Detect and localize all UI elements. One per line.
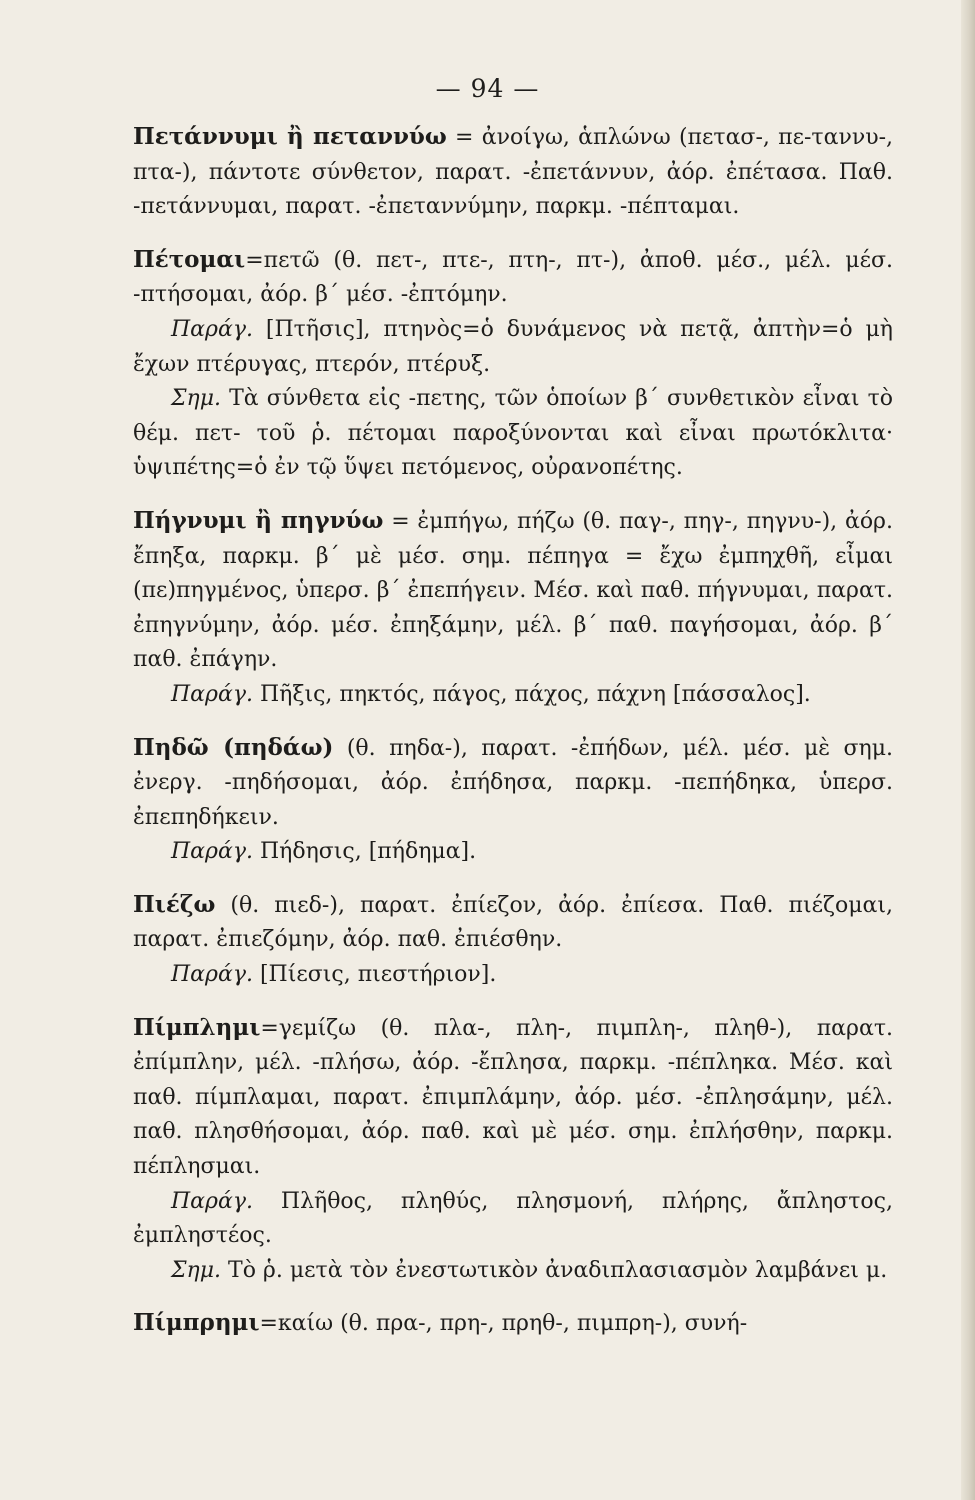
entry-petomai: [133, 243, 893, 313]
entry-pignymi: [133, 504, 893, 678]
entry-pido: [133, 731, 893, 836]
entry-pimpremi: [133, 1306, 893, 1342]
entry-piezo: [133, 888, 893, 958]
note-text: Πήδησις, [πήδημα].: [252, 839, 477, 865]
entry-text: = ἐμπήγω, πήζω (θ. παγ-, πηγ-, πηγνυ-), ἀόρ. ἔπηξα, παρκμ. β΄ μὲ μέσ. σημ. πέπηγα = ἔχω ἐμπηχθῆ, εἶμαι (πε)πηγμένος, ὑπερσ. β΄ ἐπεπήγειν. Μέσ. καὶ παθ. πήγνυμαι, παρατ. ἐπηγνύμην, ἀόρ. μέσ. ἐπηξάμην, μέλ. β΄ παθ. παγήσομαι, ἀόρ. β΄ παθ. ἐπάγην.: [133, 508, 893, 673]
entry-headword: Πίμπρημι: [133, 1309, 260, 1337]
note-label: Παράγ.: [171, 962, 253, 988]
note-sim-pimplemi: [133, 1254, 893, 1289]
entry-text: =γεμίζω (θ. πλα-, πλη-, πιμπλη-, πληθ-), παρατ. ἐπίμπλην, μέλ. -πλήσω, ἀόρ. -ἔπλησα, παρκμ. -πέπληκα. Μέσ. καὶ παθ. πίμπλαμαι, παρατ. ἐπιμπλάμην, ἀόρ. μέσ. -ἐπλησάμην, μέλ. παθ. πλησθήσομαι, ἀόρ. παθ. καὶ μὲ μέσ. σημ. ἐπλήσθην, παρκμ. πέπλησμαι.: [133, 1015, 893, 1180]
note-text: [Πτῆσις], πτηνὸς=ὁ δυνάμενος νὰ πετᾷ, ἀπτὴν=ὁ μὴ ἔχων πτέρυγας, πτερόν, πτέρυξ.: [133, 316, 893, 377]
note-text: Τὰ σύνθετα εἰς -πετης, τῶν ὁποίων β΄ συνθετικὸν εἶναι τὸ θέμ. πετ- τοῦ ῥ. πέτομαι παροξύνονται καὶ εἶναι πρωτόκλιτα· ὑψιπέτης=ὁ ἐν τῷ ὕψει πετόμενος, οὐρανοπέτης.: [133, 386, 893, 481]
entry-text: = ἀνοίγω, ἁπλώνω (πετασ-, πε-ταννυ-, πτα-), πάντοτε σύνθετον, παρατ. -ἐπετάννυν, ἀόρ. ἐπέτασα. Παθ. -πετάννυμαι, παρατ. -ἐπεταννύμην, παρκμ. -πέπταμαι.: [133, 125, 893, 220]
entry-text: =καίω (θ. πρα-, πρη-, πρηθ-, πιμπρη-), συνή-: [259, 1311, 748, 1337]
entry-text: =πετῶ (θ. πετ-, πτε-, πτη-, πτ-), ἀποθ. μέσ., μέλ. μέσ. -πτήσομαι, ἀόρ. β΄ μέσ. -ἐπτόμην.: [133, 247, 893, 308]
note-parag-pimplemi: [133, 1185, 893, 1254]
note-text: Πῆξις, πηκτός, πάγος, πάχος, πάχνη [πάσσαλος].: [252, 681, 811, 707]
note-label: Παράγ.: [171, 839, 253, 865]
note-parag-petomai: [133, 313, 893, 382]
page-number: — 94 —: [435, 74, 540, 103]
entry-headword: Πήγνυμι ἢ πηγνύω: [133, 506, 384, 534]
entry-text: (θ. πηδα-), παρατ. -ἐπήδων, μέλ. μέσ. μὲ σημ. ἐνεργ. -πηδήσομαι, ἀόρ. ἐπήδησα, παρκμ. -πεπήδηκα, ὑπερσ. ἐπεπηδήκειν.: [133, 735, 893, 830]
note-parag-pignymi: [133, 678, 893, 713]
note-text: [Πίεσις, πιεστήριον].: [252, 962, 497, 988]
entry-headword: Πίμπλημι: [133, 1013, 261, 1041]
page-edge: [961, 0, 975, 1500]
entry-headword: Πετάννυμι ἢ πεταννύω: [133, 123, 447, 150]
note-label: Παράγ.: [171, 1188, 253, 1214]
note-text: Τὸ ῥ. μετὰ τὸν ἐνεστωτικὸν ἀναδιπλασιασμὸν λαμβάνει μ.: [221, 1257, 888, 1283]
entry-headword: Πηδῶ (πηδάω): [133, 733, 334, 761]
note-text: Πλῆθος, πληθύς, πλησμονή, πλήρης, ἄπληστος, ἐμπληστέος.: [133, 1188, 893, 1249]
entry-headword: Πιέζω: [133, 890, 216, 918]
note-label: Παράγ.: [171, 316, 253, 342]
entry-headword: Πέτομαι: [133, 245, 246, 273]
note-label: Σημ.: [171, 1257, 222, 1283]
note-parag-piezo: [133, 958, 893, 993]
entry-petannymi: [133, 120, 893, 225]
entry-text: (θ. πιεδ-), παρατ. ἐπίεζον, ἀόρ. ἐπίεσα. Παθ. πιέζομαι, παρατ. ἐπιεζόμην, ἀόρ. παθ. ἐπιέσθην.: [133, 892, 893, 953]
note-label: Σημ.: [171, 386, 222, 412]
entry-pimplemi: [133, 1011, 893, 1185]
note-label: Παράγ.: [171, 681, 253, 707]
note-sim-petomai: [133, 382, 893, 486]
note-parag-pido: [133, 835, 893, 870]
body-text: [133, 120, 893, 1342]
